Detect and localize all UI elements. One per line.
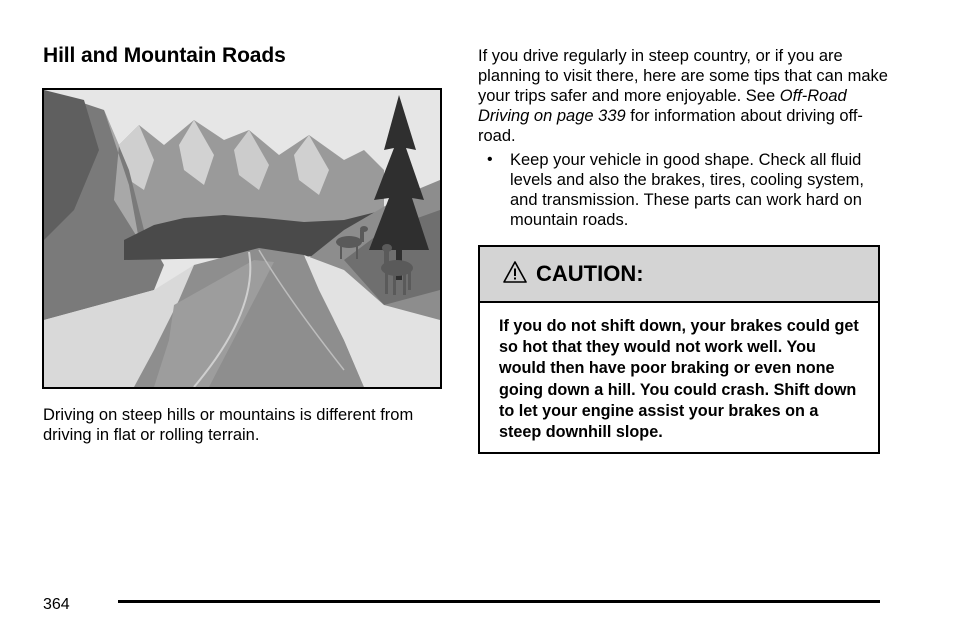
intro-paragraph [478,46,888,146]
section-heading: Hill and Mountain Roads [43,44,286,67]
tips-list [478,150,883,230]
bullet-icon: • [487,151,493,168]
list-item-text: Keep your vehicle in good shape. Check all fluid levels and also the brakes, tires, cooling system, and transmission. These parts can work hard on mountain roads. [510,151,865,229]
caution-title: CAUTION: [536,261,644,286]
warning-triangle-icon [503,260,527,284]
intro-text-end: for information about driving off-road. [478,107,863,145]
list-item [478,150,883,230]
mountain-road-illustration [42,88,442,389]
footer-rule [118,600,880,603]
caution-box [478,245,880,454]
intro-text: If you drive regularly in steep country, or if you are planning to visit there, here are some tips that can make your trips safer and more enjoyable. See [478,47,888,105]
caution-header [480,247,878,303]
caution-text: If you do not shift down, your brakes could get so hot that they would not work well. You would then have poor braking or even none going down a hill. You could crash. Shift down to let your engine assist your brakes on a steep downhill slope. [499,317,859,442]
off-road-driving-reference[interactable]: Off-Road Driving on page 339 [478,87,847,125]
mountain-road-with-deer-illustration [44,90,440,387]
page-number: 364 [43,596,70,613]
illustration-caption: Driving on steep hills or mountains is different from driving in flat or rolling terrain. [43,406,414,444]
